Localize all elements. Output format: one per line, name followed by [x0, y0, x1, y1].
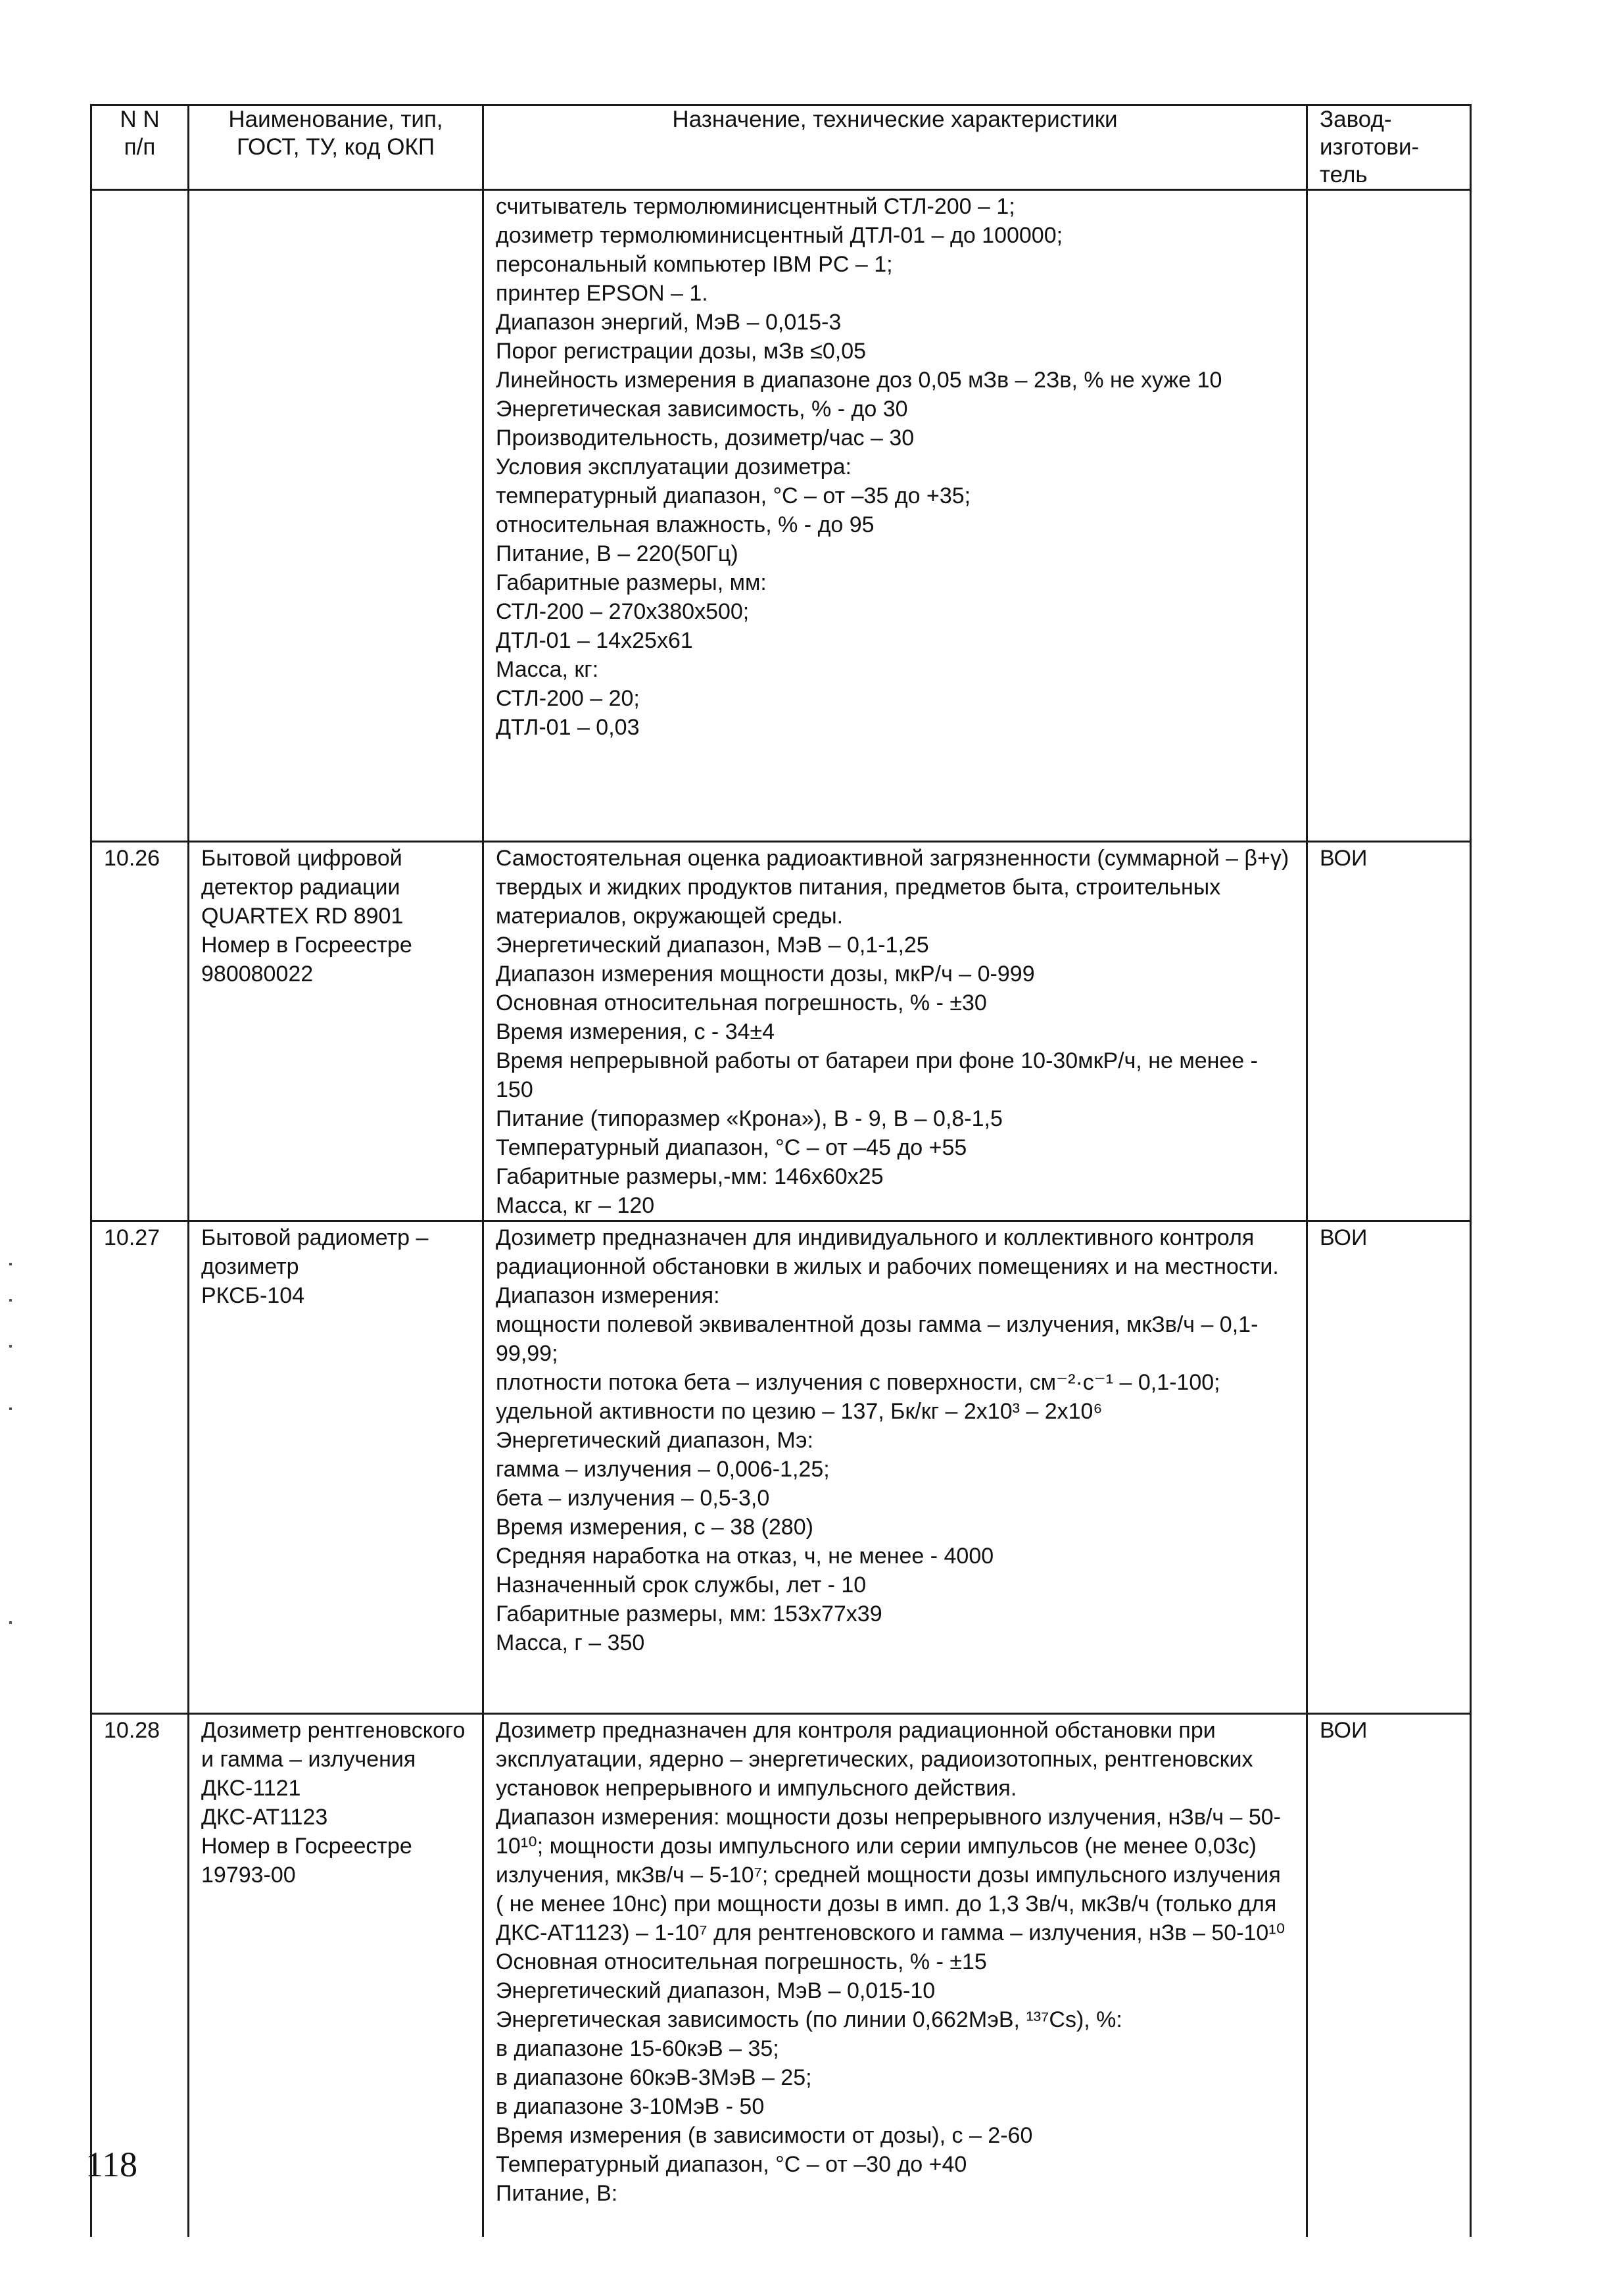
- row-number: 10.27: [91, 1221, 189, 1714]
- header-number: N N п/п: [91, 105, 189, 190]
- table-row: [91, 1221, 1471, 1714]
- row-specification: считыватель термолюминисцентный СТЛ-200 – 1; дозиметр термолюминисцентный ДТЛ-01 – до 100000; персональный компьютер IBM PC – 1; принтер EPSON – 1. Диапазон энергий, МэВ – 0,015-3 Порог регистрации дозы, мЗв ≤0,05 Линейность измерения в диапазоне доз 0,05 мЗв – 2Зв, % не хуже 10 Энергетическая зависимость, % - до 30 Производительность, дозиметр/час – 30 Условия эксплуатации дозиметра: температурный диапазон, °С – от –35 до +35; относительная влажность, % - до 95 Питание, В – 220(50Гц) Габаритные размеры, мм: СТЛ-200 – 270х380х500; ДТЛ-01 – 14х25х61 Масса, кг: СТЛ-200 – 20; ДТЛ-01 – 0,03: [483, 190, 1307, 842]
- row-number: [91, 190, 189, 842]
- scan-speck: [9, 1263, 12, 1265]
- scan-speck: [9, 1345, 12, 1348]
- table-header-row: [91, 105, 1471, 190]
- header-name: Наименование, тип, ГОСТ, ТУ, код ОКП: [189, 105, 483, 190]
- row-number: 10.28: [91, 1714, 189, 2237]
- row-manufacturer: [1307, 190, 1471, 842]
- row-manufacturer: ВОИ: [1307, 1714, 1471, 2237]
- row-name: Дозиметр рентгеновского и гамма – излучения ДКС-1121 ДКС-АТ1123 Номер в Госреестре 19793-00: [189, 1714, 483, 2237]
- table-row-continuation: [91, 190, 1471, 842]
- header-specification: Назначение, технические характеристики: [483, 105, 1307, 190]
- table-row: [91, 1714, 1471, 2237]
- page-number: 118: [85, 2145, 137, 2184]
- scan-speck: [9, 1621, 12, 1624]
- row-name: Бытовой радиометр – дозиметр РКСБ-104: [189, 1221, 483, 1714]
- scan-speck: [9, 1299, 12, 1302]
- row-number: 10.26: [91, 842, 189, 1221]
- row-specification: Самостоятельная оценка радиоактивной загрязненности (суммарной – β+γ) твердых и жидких продуктов питания, предметов быта, строительных материалов, окружающей среды. Энергетический диапазон, МэВ – 0,1-1,25 Диапазон измерения мощности дозы, мкР/ч – 0-999 Основная относительная погрешность, % - ±30 Время измерения, с - 34±4 Время непрерывной работы от батареи при фоне 10-30мкР/ч, не менее - 150 Питание (типоразмер «Крона»), В - 9, В – 0,8-1,5 Температурный диапазон, °С – от –45 до +55 Габаритные размеры,-мм: 146х60х25 Масса, кг – 120: [483, 842, 1307, 1221]
- row-specification: Дозиметр предназначен для индивидуального и коллективного контроля радиационной обстановки в жилых и рабочих помещениях и на местности. Диапазон измерения: мощности полевой эквивалентной дозы гамма – излучения, мкЗв/ч – 0,1-99,99; плотности потока бета – излучения с поверхности, см⁻²·с⁻¹ – 0,1-100; удельной активности по цезию – 137, Бк/кг – 2х10³ – 2х10⁶ Энергетический диапазон, Мэ: гамма – излучения – 0,006-1,25; бета – излучения – 0,5-3,0 Время измерения, с – 38 (280) Средняя наработка на отказ, ч, не менее - 4000 Назначенный срок службы, лет - 10 Габаритные размеры, мм: 153х77х39 Масса, г – 350: [483, 1221, 1307, 1714]
- specification-table: [90, 104, 1472, 2237]
- row-specification: Дозиметр предназначен для контроля радиационной обстановки при эксплуатации, ядерно – энергетических, радиоизотопных, рентгеновских установок непрерывного и импульсного действия. Диапазон измерения: мощности дозы непрерывного излучения, нЗв/ч – 50-10¹⁰; мощности дозы импульсного или серии импульсов (не менее 0,03с) излучения, мкЗв/ч – 5-10⁷; средней мощности дозы импульсного излучения ( не менее 10нс) при мощности дозы в имп. до 1,3 Зв/ч, мкЗв/ч (только для ДКС-АТ1123) – 1-10⁷ для рентгеновского и гамма – излучения, нЗв – 50-10¹⁰ Основная относительная погрешность, % - ±15 Энергетический диапазон, МэВ – 0,015-10 Энергетическая зависимость (по линии 0,662МэВ, ¹³⁷Cs), %: в диапазоне 15-60кэВ – 35; в диапазоне 60кэВ-3МэВ – 25; в диапазоне 3-10МэВ - 50 Время измерения (в зависимости от дозы), с – 2-60 Температурный диапазон, °С – от –30 до +40 Питание, В:: [483, 1714, 1307, 2237]
- row-manufacturer: ВОИ: [1307, 842, 1471, 1221]
- table-row: [91, 842, 1471, 1221]
- scan-speck: [9, 1407, 12, 1410]
- row-name: [189, 190, 483, 842]
- row-manufacturer: ВОИ: [1307, 1221, 1471, 1714]
- row-name: Бытовой цифровой детектор радиации QUARTEX RD 8901 Номер в Госреестре 980080022: [189, 842, 483, 1221]
- header-manufacturer: Завод- изготови- тель: [1307, 105, 1471, 190]
